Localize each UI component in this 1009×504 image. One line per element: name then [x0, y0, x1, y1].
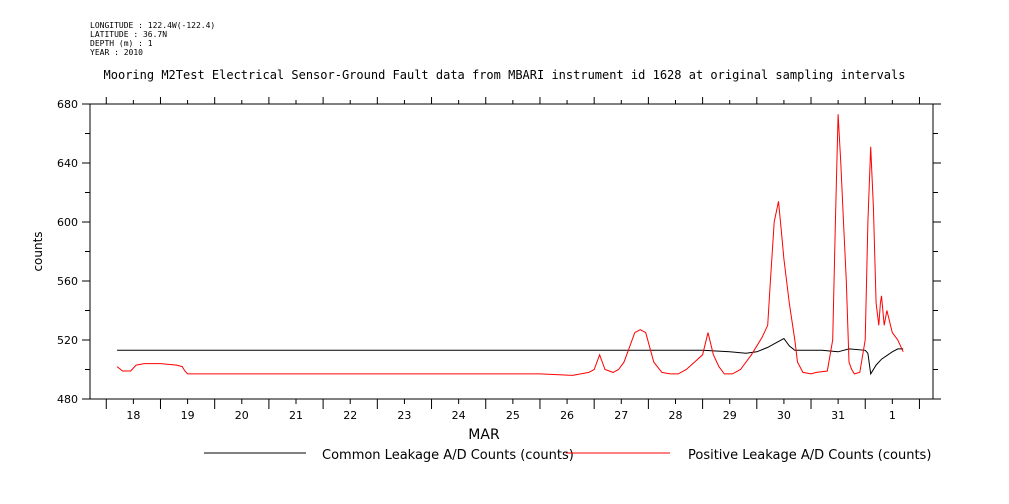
legend-label-1: Common Leakage A/D Counts (counts) — [322, 448, 574, 463]
y-axis-label: counts — [31, 231, 45, 272]
x-tick-label: 24 — [451, 409, 466, 422]
x-tick-label: 19 — [180, 409, 195, 422]
x-tick-label: 28 — [668, 409, 683, 422]
latitude-text: LATITUDE : 36.7N — [90, 30, 168, 39]
chart-legend — [204, 448, 931, 463]
x-tick-label: 30 — [776, 409, 791, 422]
x-tick-label: 29 — [722, 409, 737, 422]
x-tick-label: 23 — [397, 409, 412, 422]
x-tick-label: 25 — [505, 409, 520, 422]
y-tick-label: 520 — [57, 334, 78, 347]
y-tick-label: 680 — [57, 98, 78, 111]
series-line-1 — [117, 339, 903, 374]
x-tick-label: 27 — [614, 409, 629, 422]
plot-axes — [31, 97, 941, 443]
x-tick-label: 31 — [831, 409, 846, 422]
y-tick-label: 600 — [57, 216, 78, 229]
year-text: YEAR : 2010 — [90, 48, 143, 57]
chart-title: Mooring M2Test Electrical Sensor-Ground Fault data from MBARI instrument id 1628 at original sampling intervals — [103, 68, 906, 82]
series-line-2 — [117, 114, 903, 375]
y-tick-label: 480 — [57, 393, 78, 406]
series-lines — [117, 114, 903, 375]
y-tick-label: 640 — [57, 157, 78, 170]
x-tick-label: 26 — [560, 409, 575, 422]
x-tick-label: 1 — [888, 409, 896, 422]
x-tick-label: 22 — [343, 409, 358, 422]
depth-text: DEPTH (m) : 1 — [90, 39, 153, 48]
longitude-text: LONGITUDE : 122.4W(-122.4) — [90, 21, 216, 30]
legend-label-2: Positive Leakage A/D Counts (counts) — [688, 448, 932, 463]
x-tick-label: 21 — [289, 409, 304, 422]
y-tick-label: 560 — [57, 275, 78, 288]
x-tick-label: 18 — [126, 409, 141, 422]
x-axis-label: MAR — [468, 427, 500, 443]
plot-frame — [90, 104, 933, 399]
x-tick-label: 20 — [234, 409, 249, 422]
